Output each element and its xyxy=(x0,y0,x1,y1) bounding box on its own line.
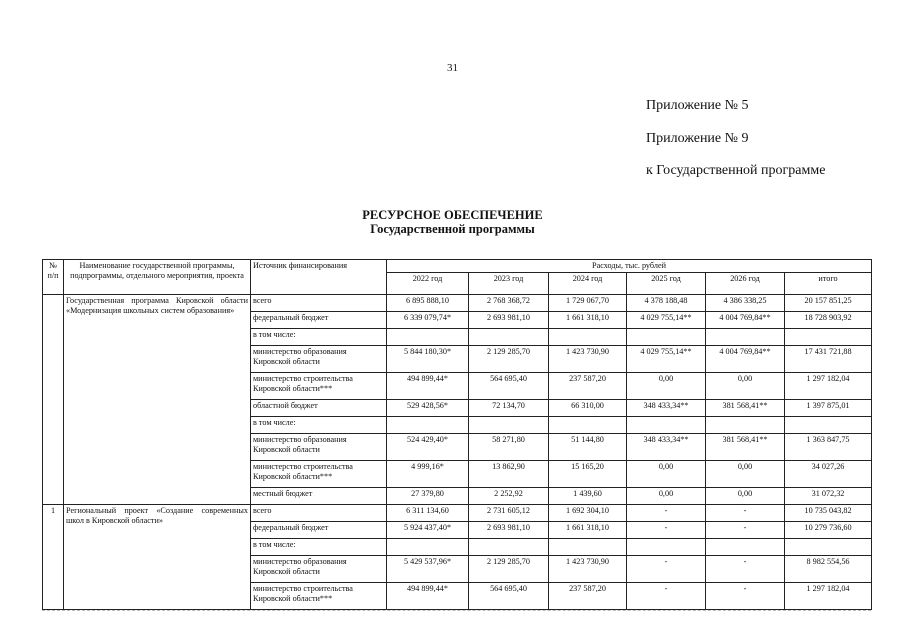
page-edge-line xyxy=(42,610,871,611)
header-year: 2025 год xyxy=(627,273,706,295)
year-value: 4 029 755,14** xyxy=(627,312,706,329)
header-year: 2022 год xyxy=(387,273,469,295)
table-row xyxy=(43,295,872,312)
total-value: 34 027,26 xyxy=(785,461,872,488)
total-value: 1 297 182,04 xyxy=(785,373,872,400)
total-value: 1 297 182,04 xyxy=(785,583,872,610)
year-value: 0,00 xyxy=(706,373,785,400)
year-value xyxy=(627,417,706,434)
year-value: 4 004 769,84** xyxy=(706,346,785,373)
appendix-line-1: Приложение № 5 xyxy=(646,98,749,113)
funding-source: министерство образования Кировской области xyxy=(251,434,387,461)
year-value: 4 386 338,25 xyxy=(706,295,785,312)
table-header xyxy=(43,260,872,295)
row-index xyxy=(43,295,64,505)
year-value: 237 587,20 xyxy=(549,583,627,610)
year-value: 4 378 188,48 xyxy=(627,295,706,312)
year-value xyxy=(469,417,549,434)
year-value xyxy=(706,329,785,346)
year-value xyxy=(469,329,549,346)
year-value: 6 311 134,60 xyxy=(387,505,469,522)
total-value: 1 363 847,75 xyxy=(785,434,872,461)
year-value: 4 004 769,84** xyxy=(706,312,785,329)
total-value: 10 279 736,60 xyxy=(785,522,872,539)
year-value: 27 379,80 xyxy=(387,488,469,505)
funding-source: федеральный бюджет xyxy=(251,522,387,539)
year-value: 2 693 981,10 xyxy=(469,522,549,539)
year-value: 2 768 368,72 xyxy=(469,295,549,312)
year-value: 58 271,80 xyxy=(469,434,549,461)
year-value: 1 423 730,90 xyxy=(549,346,627,373)
year-value: 2 693 981,10 xyxy=(469,312,549,329)
year-value xyxy=(549,329,627,346)
year-value: 0,00 xyxy=(627,373,706,400)
program-name: Государственная программа Кировской области «Модернизация школьных систем образования» xyxy=(64,295,251,505)
year-value: - xyxy=(627,522,706,539)
year-value xyxy=(706,417,785,434)
total-value xyxy=(785,417,872,434)
header-source: Источник финансирования xyxy=(251,260,387,295)
total-value: 1 397 875,01 xyxy=(785,400,872,417)
year-value: 1 692 304,10 xyxy=(549,505,627,522)
year-value: - xyxy=(706,583,785,610)
year-value: 1 661 318,10 xyxy=(549,522,627,539)
header-expenses: Расходы, тыс. рублей xyxy=(387,260,872,273)
funding-source: в том числе: xyxy=(251,539,387,556)
year-value: 381 568,41** xyxy=(706,400,785,417)
year-value: 1 661 318,10 xyxy=(549,312,627,329)
title-line-1: РЕСУРСНОЕ ОБЕСПЕЧЕНИЕ xyxy=(362,208,543,222)
year-value: - xyxy=(706,522,785,539)
year-value: 494 899,44* xyxy=(387,373,469,400)
resource-table xyxy=(42,259,872,610)
year-value: 564 695,40 xyxy=(469,373,549,400)
year-value: 0,00 xyxy=(627,488,706,505)
row-index: 1 xyxy=(43,505,64,610)
table-body xyxy=(43,295,872,610)
program-name: Региональный проект «Создание современных школ в Кировской области» xyxy=(64,505,251,610)
total-value: 17 431 721,88 xyxy=(785,346,872,373)
year-value: 72 134,70 xyxy=(469,400,549,417)
year-value: 1 439,60 xyxy=(549,488,627,505)
year-value: 348 433,34** xyxy=(627,400,706,417)
document-title xyxy=(0,208,905,236)
year-value xyxy=(706,539,785,556)
year-value: 4 999,16* xyxy=(387,461,469,488)
year-value: 6 339 079,74* xyxy=(387,312,469,329)
funding-source: федеральный бюджет xyxy=(251,312,387,329)
total-value: 8 982 554,56 xyxy=(785,556,872,583)
funding-source: министерство строительства Кировской области*** xyxy=(251,461,387,488)
funding-source: министерство строительства Кировской области*** xyxy=(251,583,387,610)
year-value xyxy=(387,417,469,434)
year-value xyxy=(387,539,469,556)
total-value: 18 728 903,92 xyxy=(785,312,872,329)
year-value xyxy=(627,539,706,556)
funding-source: всего xyxy=(251,295,387,312)
year-value: 5 844 180,30* xyxy=(387,346,469,373)
funding-source: местный бюджет xyxy=(251,488,387,505)
year-value: 51 144,80 xyxy=(549,434,627,461)
year-value: 381 568,41** xyxy=(706,434,785,461)
funding-source: министерство образования Кировской области xyxy=(251,346,387,373)
funding-source: в том числе: xyxy=(251,329,387,346)
year-value: 13 862,90 xyxy=(469,461,549,488)
header-name: Наименование государственной программы, подпрограммы, отдельного мероприятия, проекта xyxy=(64,260,251,295)
appendix-line-3: к Государственной программе xyxy=(646,163,826,178)
year-value: 2 129 285,70 xyxy=(469,556,549,583)
total-value: 20 157 851,25 xyxy=(785,295,872,312)
year-value: 6 895 888,10 xyxy=(387,295,469,312)
year-value: 237 587,20 xyxy=(549,373,627,400)
year-value: - xyxy=(627,505,706,522)
page-number: 31 xyxy=(447,62,458,74)
year-value: 0,00 xyxy=(706,488,785,505)
funding-source: министерство образования Кировской области xyxy=(251,556,387,583)
year-value: 529 428,56* xyxy=(387,400,469,417)
header-total: итого xyxy=(785,273,872,295)
funding-source: министерство строительства Кировской области*** xyxy=(251,373,387,400)
year-value: 2 252,92 xyxy=(469,488,549,505)
year-value: 4 029 755,14** xyxy=(627,346,706,373)
year-value: 2 731 605,12 xyxy=(469,505,549,522)
year-value: 1 729 067,70 xyxy=(549,295,627,312)
year-value: 524 429,40* xyxy=(387,434,469,461)
funding-source: областной бюджет xyxy=(251,400,387,417)
header-num: № п/п xyxy=(43,260,64,295)
table-row xyxy=(43,505,872,522)
year-value xyxy=(387,329,469,346)
funding-source: в том числе: xyxy=(251,417,387,434)
year-value xyxy=(627,329,706,346)
year-value: 15 165,20 xyxy=(549,461,627,488)
header-year: 2024 год xyxy=(549,273,627,295)
year-value: 2 129 285,70 xyxy=(469,346,549,373)
total-value xyxy=(785,329,872,346)
year-value: 1 423 730,90 xyxy=(549,556,627,583)
year-value: - xyxy=(706,556,785,583)
header-year: 2026 год xyxy=(706,273,785,295)
year-value: 0,00 xyxy=(706,461,785,488)
year-value xyxy=(469,539,549,556)
year-value: - xyxy=(627,583,706,610)
year-value: - xyxy=(706,505,785,522)
total-value: 31 072,32 xyxy=(785,488,872,505)
year-value: 494 899,44* xyxy=(387,583,469,610)
year-value: 5 924 437,40* xyxy=(387,522,469,539)
year-value: 564 695,40 xyxy=(469,583,549,610)
year-value: 5 429 537,96* xyxy=(387,556,469,583)
appendix-line-2: Приложение № 9 xyxy=(646,131,749,146)
title-line-2: Государственной программы xyxy=(370,222,535,236)
year-value: - xyxy=(627,556,706,583)
total-value: 10 735 043,82 xyxy=(785,505,872,522)
funding-source: всего xyxy=(251,505,387,522)
total-value xyxy=(785,539,872,556)
year-value: 66 310,00 xyxy=(549,400,627,417)
year-value: 0,00 xyxy=(627,461,706,488)
header-year: 2023 год xyxy=(469,273,549,295)
year-value: 348 433,34** xyxy=(627,434,706,461)
year-value xyxy=(549,539,627,556)
year-value xyxy=(549,417,627,434)
